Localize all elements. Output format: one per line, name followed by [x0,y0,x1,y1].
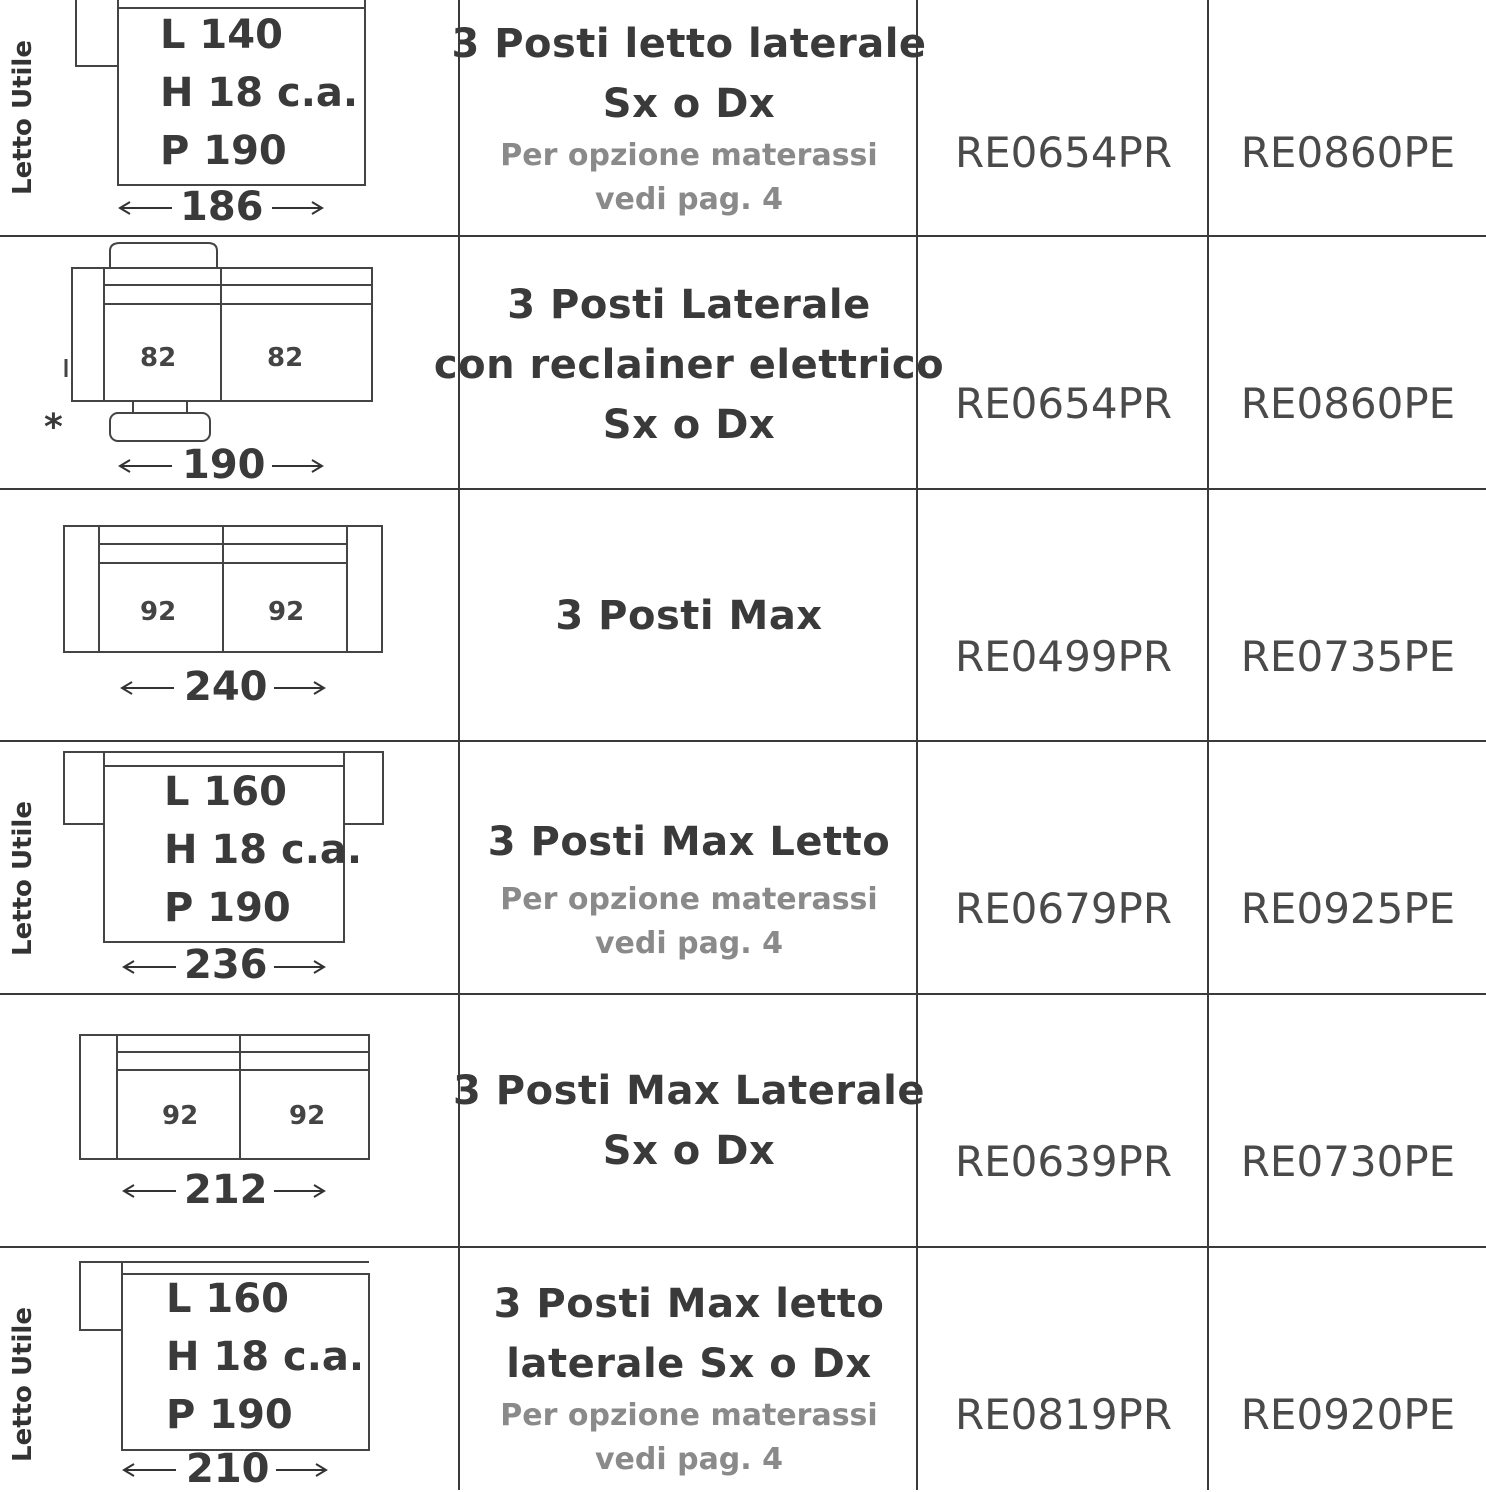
bed-length: L 160 [166,1276,289,1322]
mattress-note: vedi pag. 4 [594,181,783,217]
seat-width: 92 [289,1101,326,1131]
product-code-pe: RE0860PE [1240,128,1456,177]
table-row [0,742,1486,993]
motor-marker: * [44,407,63,448]
product-code-pr: RE0639PR [954,1137,1173,1186]
table-row [0,237,1486,488]
product-code-pe: RE0735PE [1240,632,1456,681]
width-dimension: 186 [180,184,264,230]
product-title: 3 Posti letto laterale [451,20,927,67]
product-code-pr: RE0679PR [954,884,1173,933]
width-dimension: 236 [184,942,268,988]
width-dimension: 212 [184,1167,268,1213]
product-title: 3 Posti Laterale [507,282,871,328]
bed-height: H 18 c.a. [164,827,363,873]
diagram-cell [0,490,459,740]
product-title: laterale Sx o Dx [506,1341,872,1387]
table-row [0,1248,1486,1490]
product-code-pe: RE0860PE [1240,379,1456,428]
seat-width: 92 [162,1101,199,1131]
side-label: Letto Utile [8,801,38,956]
product-code-pr: RE0499PR [954,632,1173,681]
table-row [0,490,1486,740]
product-title: con reclainer elettrico [433,342,945,388]
mattress-note: Per opzione materassi [500,882,878,917]
bed-height: H 18 c.a. [166,1334,365,1380]
seat-width: 92 [140,597,177,627]
diagram-cell [0,995,459,1246]
product-title: Sx o Dx [602,80,776,127]
product-code-pr: RE0654PR [954,379,1173,428]
mattress-note: Per opzione materassi [500,1398,878,1433]
description-cell [451,0,927,235]
bed-length: L 140 [160,12,283,58]
description-cell [461,490,917,740]
product-code-pe: RE0920PE [1240,1390,1456,1439]
width-dimension: 210 [186,1446,270,1492]
product-title: Sx o Dx [602,1128,776,1174]
table-row [0,0,1486,235]
bed-height: H 18 c.a. [160,70,359,116]
mattress-note: vedi pag. 4 [594,926,783,961]
bed-length: L 160 [164,769,287,815]
width-dimension: 240 [184,664,268,710]
diagram-cell [0,742,459,993]
bed-depth: P 190 [164,885,291,931]
description-cell [453,995,925,1246]
diagram-cell [0,237,459,488]
diagram-cell [0,0,459,235]
description-cell [433,237,945,488]
seat-width: 82 [140,343,177,373]
product-code-pr: RE0654PR [954,128,1173,177]
description-cell [461,742,917,993]
side-label: Letto Utile [8,40,38,195]
product-title: 3 Posti Max Letto [487,819,891,865]
product-title: Sx o Dx [602,402,776,448]
product-code-pr: RE0819PR [954,1390,1173,1439]
product-title: 3 Posti Max letto [493,1281,885,1327]
bed-depth: P 190 [166,1392,293,1438]
mattress-note: Per opzione materassi [500,137,878,173]
width-dimension: 190 [182,442,266,488]
product-code-pe: RE0730PE [1240,1137,1456,1186]
diagram-cell [0,1248,459,1490]
description-cell [461,1248,917,1490]
product-code-pe: RE0925PE [1240,884,1456,933]
side-label: Letto Utile [8,1307,38,1462]
bed-depth: P 190 [160,128,287,174]
product-title: 3 Posti Max Laterale [453,1068,925,1114]
product-title: 3 Posti Max [555,593,823,639]
seat-width: 92 [268,597,305,627]
mattress-note: vedi pag. 4 [594,1442,783,1477]
seat-width: 82 [267,343,304,373]
table-row [0,995,1486,1246]
